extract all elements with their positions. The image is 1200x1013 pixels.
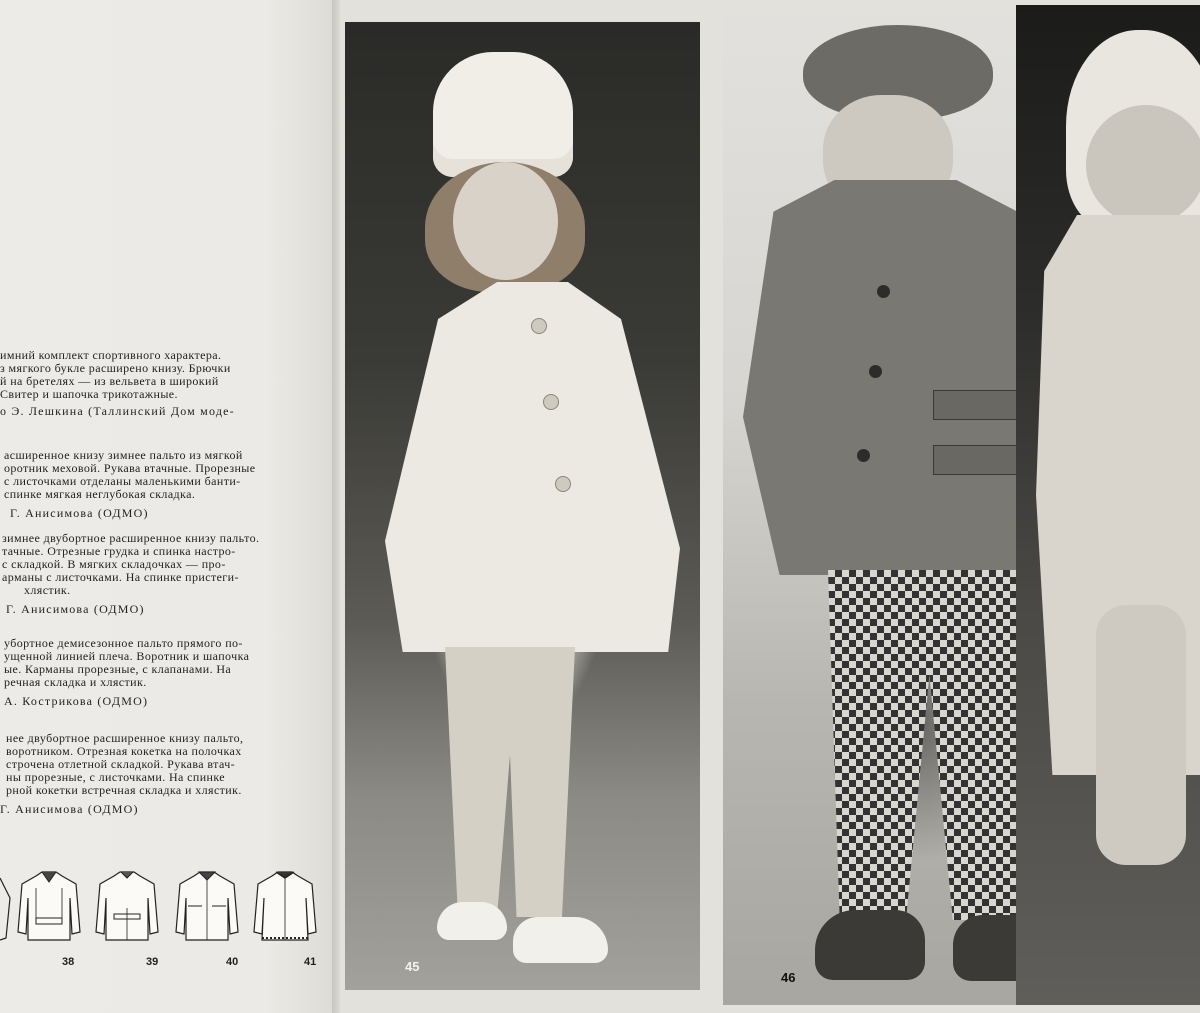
caption-line: асширенное книзу зимнее пальто из мягкой — [4, 448, 243, 462]
boy-trousers — [828, 570, 1023, 920]
sketch-number-41: 41 — [304, 956, 317, 968]
photo-45-girl-coat — [345, 22, 700, 990]
caption-line: й на бретелях — из вельвета в широкий — [0, 374, 219, 388]
caption-line: спинке мягкая неглубокая складка. — [4, 487, 196, 501]
photo-number-46: 46 — [781, 970, 796, 985]
caption-author: А. Кострикова (ОДМО) — [4, 694, 149, 708]
caption-line: ны прорезные, с листочками. На спинке — [6, 770, 226, 784]
sketch-number-38: 38 — [62, 956, 75, 968]
left-text-page — [0, 0, 332, 1013]
caption-block-2 — [4, 449, 304, 520]
girl-hat — [433, 52, 573, 177]
caption-block-1 — [0, 349, 300, 418]
right-photo-page — [340, 0, 1200, 1013]
coat-button — [555, 476, 571, 492]
caption-block-4 — [4, 637, 304, 708]
caption-line: ущенной линией плеча. Воротник и шапочка — [4, 649, 250, 663]
caption-line: с складкой. В мягких складочках — про- — [2, 557, 226, 571]
sketch-40 — [172, 868, 242, 948]
caption-line: убортное демисезонное пальто прямого по- — [4, 636, 243, 650]
jacket-pocket — [933, 390, 1020, 420]
caption-line: с листочками отделаны маленькими банти- — [4, 474, 241, 488]
photo-47-girl-hood — [1016, 5, 1200, 1005]
caption-block-3 — [2, 532, 302, 616]
caption-line: зимнее двубортное расширенное книзу пальто. — [2, 531, 260, 545]
child-leg — [1096, 605, 1186, 865]
boy-jacket — [743, 180, 1048, 575]
caption-line: хлястик. — [24, 583, 71, 597]
jacket-button — [857, 449, 870, 462]
sketch-37-partial — [0, 868, 14, 948]
caption-line: речная складка и хлястик. — [4, 675, 147, 689]
caption-author: о Э. Лешкина (Таллинский Дом моде- — [0, 404, 235, 418]
girl-legs — [445, 647, 575, 917]
caption-line: воротником. Отрезная кокетка на полочках — [6, 744, 242, 758]
caption-line: арманы с листочками. На спинке пристеги- — [2, 570, 239, 584]
sketch-number-40: 40 — [226, 956, 239, 968]
caption-line: имний комплект спортивного характера. — [0, 348, 222, 362]
photo-number-45: 45 — [405, 959, 420, 974]
coat-button — [543, 394, 559, 410]
sketch-row — [0, 868, 332, 978]
girl-shoe — [513, 917, 608, 963]
jacket-button — [877, 285, 890, 298]
sketch-41 — [250, 868, 320, 948]
sketch-number-39: 39 — [146, 956, 159, 968]
caption-line: тачные. Отрезные грудка и спинка настро- — [2, 544, 236, 558]
jacket-button — [869, 365, 882, 378]
caption-line: рной кокетки встречная складка и хлястик. — [6, 783, 242, 797]
caption-line: строчена отлетной складкой. Рукава втач- — [6, 757, 236, 771]
caption-line: оротник меховой. Рукава втачные. Прорезные — [4, 461, 256, 475]
caption-block-5 — [0, 731, 306, 816]
child-face — [1086, 105, 1200, 225]
coat-button — [531, 318, 547, 334]
photo-46-boy-jacket — [723, 5, 1053, 1005]
boy-shoe — [815, 910, 925, 980]
girl-coat — [385, 282, 680, 652]
sketch-39 — [92, 868, 162, 948]
caption-line: ые. Карманы прорезные, с клапанами. На — [4, 662, 232, 676]
sketch-38 — [14, 868, 84, 948]
girl-shoe — [437, 902, 507, 940]
caption-line: Свитер и шапочка трикотажные. — [0, 387, 178, 401]
girl-face — [453, 162, 558, 280]
jacket-pocket — [933, 445, 1020, 475]
caption-author: Г. Анисимова (ОДМО) — [0, 802, 139, 816]
caption-line: нее двубортное расширенное книзу пальто, — [6, 731, 244, 745]
caption-author: Г. Анисимова (ОДМО) — [6, 602, 145, 616]
caption-author: Г. Анисимова (ОДМО) — [10, 506, 149, 520]
caption-line: з мягкого букле расширено книзу. Брючки — [0, 361, 231, 375]
